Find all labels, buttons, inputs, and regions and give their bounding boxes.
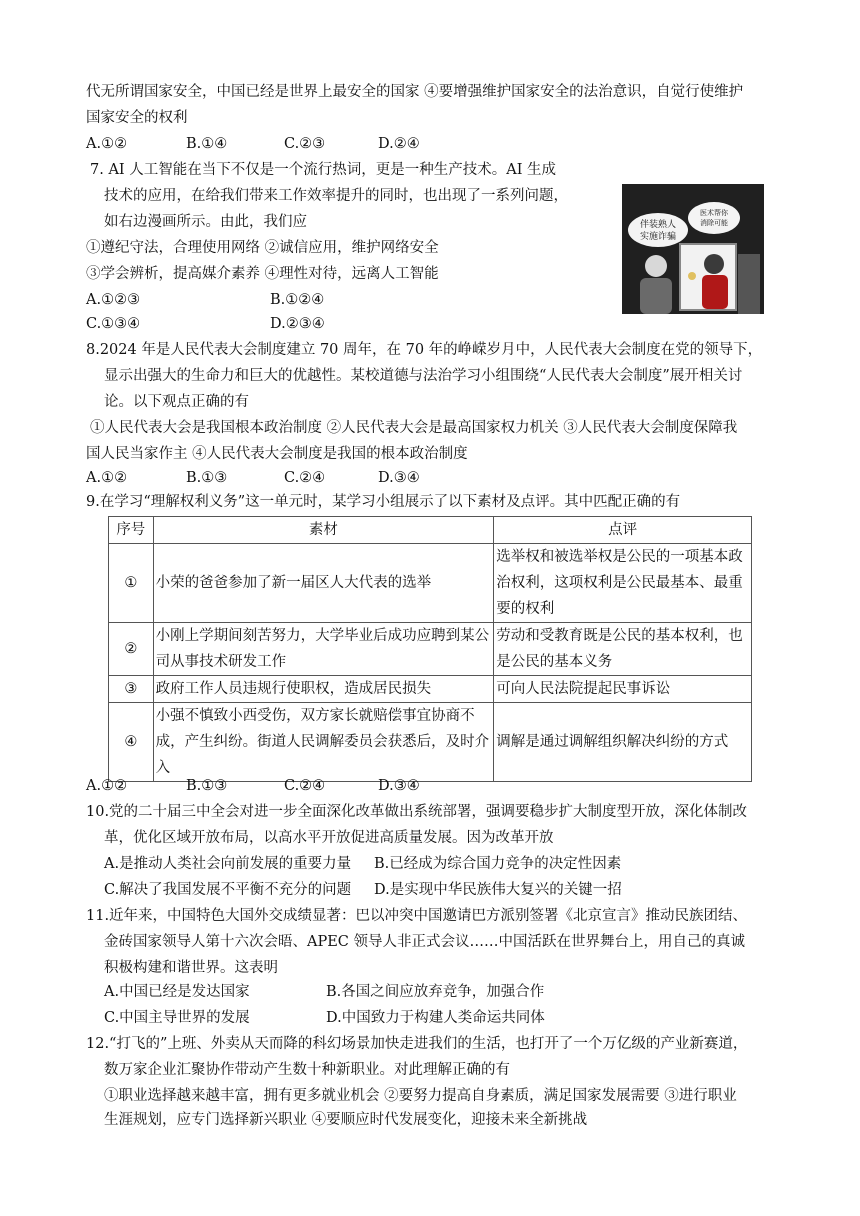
row-comment: 劳动和受教育既是公民的基本权利，也是公民的基本义务 <box>494 623 752 676</box>
option-a: A.是推动人类社会向前发展的重要力量 <box>104 856 352 872</box>
q9-options <box>86 776 420 796</box>
row-material: 政府工作人员违规行使职权，造成居民损失 <box>153 676 494 703</box>
option-d: D.中国致力于构建人类命运共同体 <box>326 1010 545 1026</box>
option-d: D.②③④ <box>270 316 325 332</box>
option-d: D.②④ <box>378 136 420 152</box>
q7-line3: 如右边漫画所示。由此，我们应 <box>104 214 307 230</box>
option-b: B.①②④ <box>270 292 325 308</box>
option-b: B.①③ <box>186 470 228 486</box>
svg-text:实施诈骗: 实施诈骗 <box>639 232 677 242</box>
table-row <box>109 623 752 676</box>
q6-line1: 代无所谓国家安全，中国已经是世界上最安全的国家 ④要增强维护国家安全的法治意识，自觉行使维护 <box>86 84 744 100</box>
row-number: ③ <box>109 676 154 703</box>
q12-statements-1: ①职业选择越来越丰富，拥有更多就业机会 ②要努力提高自身素质，满足国家发展需要 ③进行职业 <box>104 1088 737 1104</box>
option-b: B.①③ <box>186 778 228 794</box>
cartoon-illustration <box>622 184 764 314</box>
q11-line2: 金砖国家领导人第十六次会晤、APEC 领导人非正式会议……中国活跃在世界舞台上，用自己的真诚 <box>104 934 746 950</box>
col-header-comment: 点评 <box>494 517 752 544</box>
q8-statements-1: ①人民代表大会是我国根本政治制度 ②人民代表大会是最高国家权力机关 ③人民代表大会制度保障我 <box>90 420 738 436</box>
option-c: C.中国主导世界的发展 <box>104 1010 250 1026</box>
q8-line3: 论。以下观点正确的有 <box>104 394 249 410</box>
option-b: B.各国之间应放弃竞争，加强合作 <box>326 984 545 1000</box>
q10-options-row2 <box>104 880 622 900</box>
q7-line2: 技术的应用，在给我们带来工作效率提升的同时，也出现了一系列问题， <box>104 188 568 204</box>
row-material: 小荣的爸爸参加了新一届区人大代表的选举 <box>153 544 494 623</box>
table-row <box>109 544 752 623</box>
option-a: A.①② <box>86 136 128 152</box>
svg-text:医术帮你: 医术帮你 <box>700 209 728 217</box>
option-d: D.③④ <box>378 470 420 486</box>
q8-statements-2: 国人民当家作主 ④人民代表大会制度是我国的根本政治制度 <box>86 446 468 462</box>
option-c: C.解决了我国发展不平衡不充分的问题 <box>104 882 352 898</box>
option-a: A.中国已经是发达国家 <box>104 984 250 1000</box>
svg-text:伴装熟人: 伴装熟人 <box>639 220 677 230</box>
q10-line1: 10.党的二十届三中全会对进一步全面深化改革做出系统部署，强调要稳步扩大制度型开放，深化体制改 <box>86 804 748 820</box>
option-d: D.③④ <box>378 778 420 794</box>
option-b: B.①④ <box>186 136 228 152</box>
q12-line2: 数万家企业汇聚协作带动产生数十种新职业。对此理解正确的有 <box>104 1062 510 1078</box>
option-c: C.②④ <box>284 470 326 486</box>
col-header-material: 素材 <box>153 517 494 544</box>
svg-text:消除可能: 消除可能 <box>700 219 728 227</box>
row-comment: 选举权和被选举权是公民的一项基本政治权利，这项权利是公民最基本、最重要的权利 <box>494 544 752 623</box>
option-c: C.②③ <box>284 136 326 152</box>
q6-line2: 国家安全的权利 <box>86 110 188 126</box>
table-row <box>109 676 752 703</box>
q8-options <box>86 468 420 488</box>
q7-statements-2: ③学会辨析，提高媒介素养 ④理性对待，远离人工智能 <box>86 266 439 282</box>
q12-statements-2: 生涯规划，应专门选择新兴职业 ④要顺应时代发展变化，迎接未来全新挑战 <box>104 1112 588 1128</box>
table-row <box>109 703 752 782</box>
q8-line1: 8.2024 年是人民代表大会制度建立 70 周年，在 70 年的峥嵘岁月中，人民代表大会制度在党的领导下， <box>86 342 763 358</box>
table-header-row <box>109 517 752 544</box>
row-comment: 调解是通过调解组织解决纠纷的方式 <box>494 703 752 782</box>
row-number: ② <box>109 623 154 676</box>
option-b: B.已经成为综合国力竞争的决定性因素 <box>374 856 622 872</box>
speech-bubble-right <box>688 202 740 234</box>
q7-line1: 7. AI 人工智能在当下不仅是一个流行热词，更是一种生产技术。AI 生成 <box>90 162 557 178</box>
row-number: ④ <box>109 703 154 782</box>
q7-statements-1: ①遵纪守法，合理使用网络 ②诚信应用，维护网络安全 <box>86 240 439 256</box>
q10-line2: 革，优化区域开放布局，以高水平开放促进高质量发展。因为改革开放 <box>104 830 554 846</box>
q7-options-row2 <box>86 314 325 334</box>
q10-options-row1 <box>104 854 621 874</box>
row-material: 小刚上学期间刻苦努力，大学毕业后成功应聘到某公司从事技术研发工作 <box>153 623 494 676</box>
q11-options-row1 <box>104 982 544 1002</box>
row-material: 小强不慎致小西受伤，双方家长就赔偿事宜协商不成，产生纠纷。街道人民调解委员会获悉后，及时介入 <box>153 703 494 782</box>
option-c: C.①③④ <box>86 316 141 332</box>
q11-options-row2 <box>104 1008 545 1028</box>
q6-options <box>86 134 420 154</box>
q11-line3: 积极构建和谐世界。这表明 <box>104 960 278 976</box>
q7-options-row1 <box>86 290 324 310</box>
option-a: A.①②③ <box>86 292 141 308</box>
row-number: ① <box>109 544 154 623</box>
q12-line1: 12.“打飞的”上班、外卖从天而降的科幻场景加快走进我们的生活，也打开了一个万亿级的产业新赛道， <box>86 1036 748 1052</box>
option-d: D.是实现中华民族伟大复兴的关键一招 <box>374 882 622 898</box>
option-a: A.①② <box>86 470 128 486</box>
q9-table <box>108 516 752 782</box>
row-comment: 可向人民法院提起民事诉讼 <box>494 676 752 703</box>
col-header-number: 序号 <box>109 517 154 544</box>
q9-line1: 9.在学习“理解权利义务”这一单元时，某学习小组展示了以下素材及点评。其中匹配正确的有 <box>86 494 681 510</box>
option-c: C.②④ <box>284 778 326 794</box>
q8-line2: 显示出强大的生命力和巨大的优越性。某校道德与法治学习小组围绕“人民代表大会制度”展开相关讨 <box>104 368 743 384</box>
ai-fraud-cartoon <box>622 184 764 314</box>
option-a: A.①② <box>86 778 128 794</box>
q11-line1: 11.近年来，中国特色大国外交成绩显著：巴以冲突中国邀请巴方派别签署《北京宣言》推动民族团结、 <box>86 908 748 924</box>
